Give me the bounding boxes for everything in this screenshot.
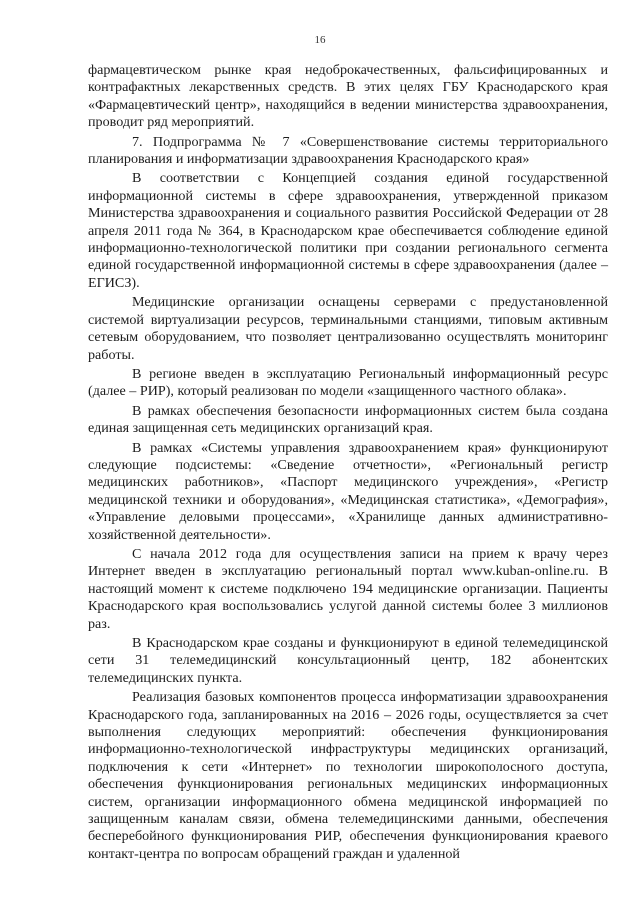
paragraph-pharma-continuation: фармацевтическом рынке края недоброкачественных, фальсифицированных и контрафактных лекарственных средств. В этих целях ГБУ Краснодарского края «Фармацевтический центр», находящийся в ведении министерства здравоохранения, проводит ряд мероприятий. — [88, 62, 608, 131]
paragraph-subprogram-heading: 7. Подпрограмма № 7 «Совершенствование системы территориального планирования и информатизации здравоохранения Краснодарского края» — [88, 133, 608, 168]
paragraph-security-network: В рамках обеспечения безопасности информационных систем была создана единая защищенная сеть медицинских организаций края. — [88, 402, 608, 437]
paragraph-servers: Медицинские организации оснащены серверами с предустановленной системой виртуализации ресурсов, терминальными станциями, типовым активным сетевым оборудованием, что позволяет централизованно осуществлять мониторинг работы. — [88, 294, 608, 363]
paragraph-online-portal: С начала 2012 года для осуществления записи на прием к врачу через Интернет введен в эксплуатацию региональный портал www.kuban-online.ru. В настоящий момент к системе подключено 194 медицинские организации. Пациенты Краснодарского края воспользовались услугой данной системы более 3 миллионов раз. — [88, 545, 608, 632]
document-body — [88, 62, 608, 863]
paragraph-rir: В регионе введен в эксплуатацию Региональный информационный ресурс (далее – РИР), который реализован по модели «защищенного частного облака». — [88, 365, 608, 400]
page-number: 16 — [314, 34, 326, 46]
paragraph-subsystems: В рамках «Системы управления здравоохранением края» функционируют следующие подсистемы: «Сведение отчетности», «Региональный регистр медицинских работников», «Паспорт медицинского учреждения», «Регистр медицинской техники и оборудования», «Медицинская статистика», «Демография», «Управление деловыми процессами», «Хранилище данных административно-хозяйственной деятельности». — [88, 439, 608, 543]
paragraph-telemedicine: В Краснодарском крае созданы и функционируют в единой телемедицинской сети 31 телемедицинский консультационный центр, 182 абонентских телемедицинских пункта. — [88, 635, 608, 686]
paragraph-egisz-concept: В соответствии с Концепцией создания единой государственной информационной системы в сфере здравоохранения, утвержденной приказом Министерства здравоохранения и социального развития Российской Федерации от 28 апреля 2011 года № 364, в Краснодарском крае обеспечивается соблюдение единой информационно-технологической политики при создании регионального сегмента единой государственной информационной системы в сфере здравоохранения (далее – ЕГИСЗ). — [88, 170, 608, 291]
paragraph-informatization: Реализация базовых компонентов процесса информатизации здравоохранения Краснодарского года, запланированных на 2016 – 2026 годы, осуществляется за счет выполнения следующих мероприятий: обеспечения функционирования информационно-технологической инфраструктуры медицинских организаций, подключения к сети «Интернет» по технологии широкополосного доступа, обеспечения функционирования региональных медицинских информационных систем, организации информационного обмена медицинской информацией по защищенным каналам связи, обмена телемедицинскими данными, обеспечения бесперебойного функционирования РИР, обеспечения функционирования краевого контакт-центра по вопросам обращений граждан и удаленной — [88, 689, 608, 862]
